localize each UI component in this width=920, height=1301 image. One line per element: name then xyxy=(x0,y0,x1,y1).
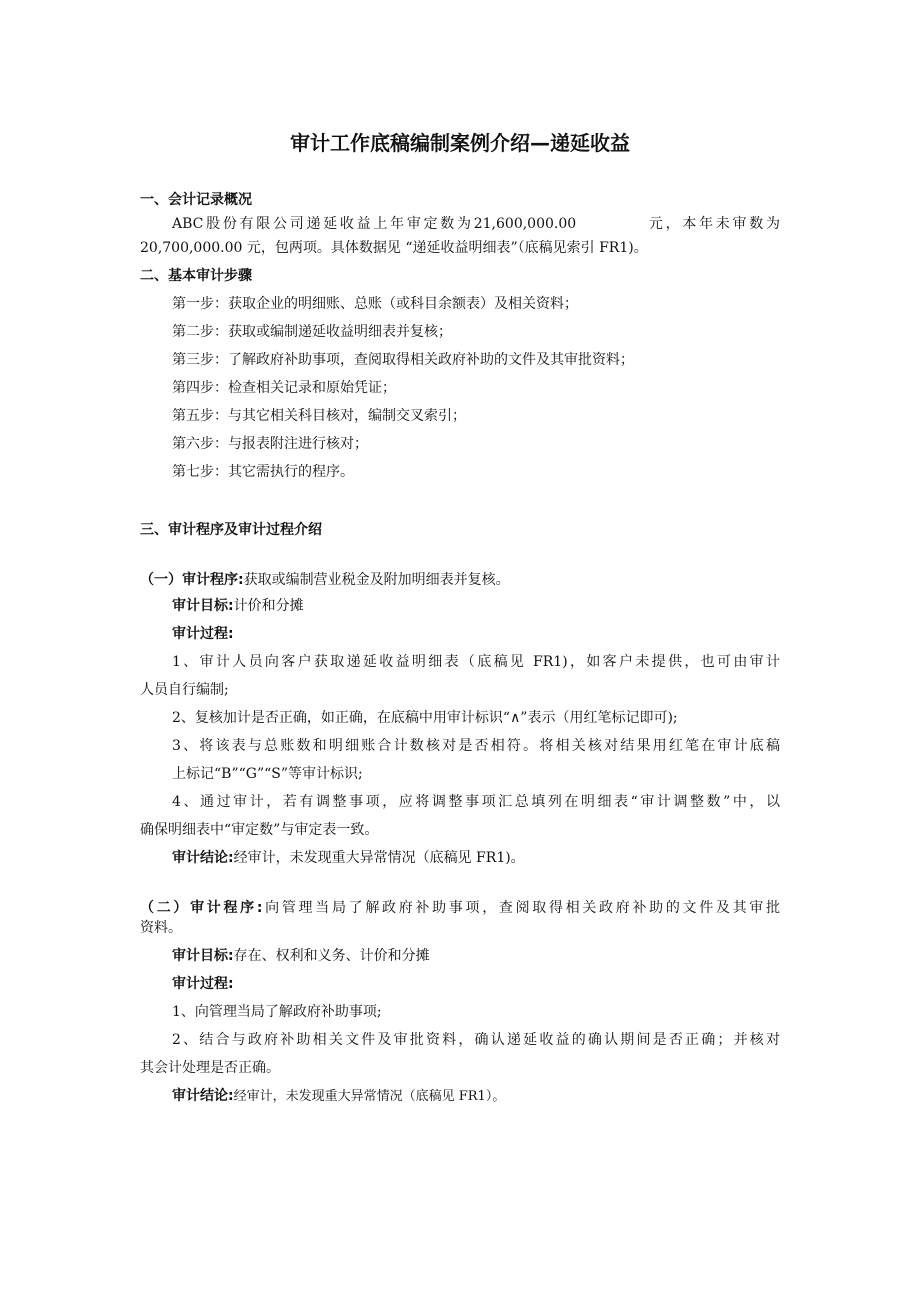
conclusion-label: 审计结论: xyxy=(172,850,234,866)
goal-text: 存在、权利和义务、计价和分摊 xyxy=(233,948,430,964)
procedure-2-text-cont: 资料。 xyxy=(140,920,182,936)
step-3: 第三步：了解政府补助事项，查阅取得相关政府补助的文件及其审批资料； xyxy=(172,352,634,368)
step-2: 第二步：获取或编制递延收益明细表并复核； xyxy=(172,324,452,340)
procedure-2 xyxy=(140,898,780,918)
section-1-line-1a: ABC股份有限公司递延收益上年审定数为21,600,000.00 xyxy=(172,216,577,232)
procedure-2-goal xyxy=(172,946,430,966)
procedure-1-item: 2、复核加计是否正确，如正确，在底稿中用审计标识“∧”表示（用红笔标记即可); xyxy=(172,710,678,726)
step-4: 第四步：检查相关记录和原始凭证； xyxy=(172,380,396,396)
procedure-2-item: 1、向管理当局了解政府补助事项; xyxy=(172,1004,382,1020)
procedure-1-item: 3、将该表与总账数和明细账合计数核对是否相符。将相关核对结果用红笔在审计底稿 xyxy=(172,738,780,754)
conclusion-text: 经审计，未发现重大异常情况（底稿见 FR1)。 xyxy=(233,850,525,866)
procedure-2-process-label: 审计过程: xyxy=(172,976,234,992)
procedure-2-text: 向管理当局了解政府补助事项，查阅取得相关政府补助的文件及其审批 xyxy=(262,900,780,916)
section-1-heading: 一、会计记录概况 xyxy=(140,192,252,208)
procedure-1 xyxy=(140,570,510,590)
procedure-1-process-label: 审计过程: xyxy=(172,626,234,642)
procedure-1-item: 人员自行编制; xyxy=(140,682,229,698)
goal-text: 计价和分摊 xyxy=(233,598,304,614)
procedure-1-conclusion xyxy=(172,848,525,868)
procedure-1-label: （一）审计程序: xyxy=(140,572,244,588)
goal-label: 审计目标: xyxy=(172,948,234,964)
section-2-heading: 二、基本审计步骤 xyxy=(140,268,252,284)
section-1-line-2: 20,700,000.00 元，包两项。具体数据见 “递延收益明细表”（底稿见索引 FR1)。 xyxy=(140,240,648,256)
goal-label: 审计目标: xyxy=(172,598,234,614)
step-5: 第五步：与其它相关科目核对，编制交叉索引； xyxy=(172,408,466,424)
conclusion-label: 审计结论: xyxy=(172,1088,234,1104)
section-1-line-1 xyxy=(172,214,780,234)
procedure-2-item: 其会计处理是否正确。 xyxy=(140,1060,280,1076)
procedure-1-item: 1、审计人员向客户获取递延收益明细表（底稿见 FR1)，如客户未提供，也可由审计 xyxy=(172,654,780,670)
procedure-1-item: 4、通过审计，若有调整事项，应将调整事项汇总填列在明细表“审计调整数”中，以 xyxy=(172,794,780,810)
procedure-2-item: 2、结合与政府补助相关文件及审批资料，确认递延收益的确认期间是否正确；并核对 xyxy=(172,1032,780,1048)
procedure-1-item: 确保明细表中“审定数”与审定表一致。 xyxy=(140,822,379,838)
document-title: 审计工作底稿编制案例介绍—递延收益 xyxy=(290,131,630,155)
step-1: 第一步：获取企业的明细账、总账（或科目余额表）及相关资料； xyxy=(172,296,578,312)
procedure-2-label: （二）审计程序: xyxy=(140,900,263,916)
step-6: 第六步：与报表附注进行核对； xyxy=(172,436,368,452)
section-1-line-1b: 元，本年未审数为 xyxy=(646,216,780,232)
procedure-1-item: 上标记“B”“G”“S”等审计标识; xyxy=(172,766,363,782)
procedure-2-conclusion xyxy=(172,1086,505,1107)
procedure-1-goal xyxy=(172,596,304,616)
section-3-heading: 三、审计程序及审计过程介绍 xyxy=(140,522,322,538)
conclusion-text: 经审计，未发现重大异常情况（底稿见 FR1）。 xyxy=(233,1089,506,1104)
step-7: 第七步：其它需执行的程序。 xyxy=(172,464,354,480)
procedure-1-text: 获取或编制营业税金及附加明细表并复核。 xyxy=(243,572,510,588)
